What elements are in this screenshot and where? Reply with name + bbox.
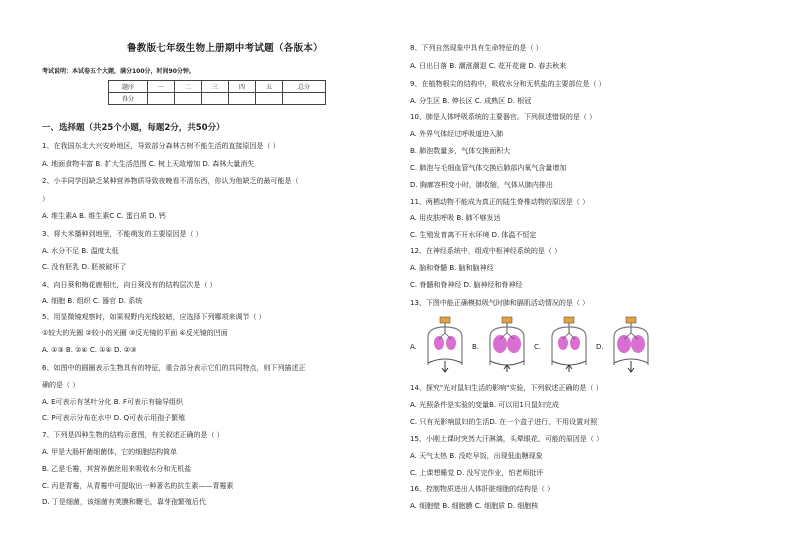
question-line: 9、在植物根尖的结构中，吸收水分和无机盐的主要部位是（ ）: [410, 80, 606, 88]
question-line: 11、两栖动物不能成为真正的陆生脊椎动物的原因是（ ）: [410, 198, 590, 206]
question-line: A. 天气太热 B. 没吃早饭，出现低血糖现象: [410, 452, 543, 460]
score-cell: 四: [229, 81, 256, 93]
question-line: A. 用皮肤呼吸 B. 肺不够发达: [410, 214, 501, 222]
question-line: 8、下列自然现象中具有生命特征的是（ ）: [410, 44, 543, 52]
question-line: 13、下图中能正确模拟吸气时肺和膈肌活动情况的是（ ）: [410, 299, 590, 307]
score-table: [108, 80, 326, 105]
score-cell: 题序: [109, 81, 148, 93]
score-cell: [148, 93, 175, 105]
question-line: A. 细胞 B. 组织 C. 器官 D. 系统: [42, 297, 143, 305]
question-line: 2、小丰同学因缺乏某种营养物质导致夜晚看不清东西，你认为他缺乏的最可能是（: [42, 177, 299, 185]
question-line: C. 脊髓和脊神经 D. 脑神经和脊神经: [410, 281, 523, 289]
question-line: C. 上课想睡觉 D. 没写完作业，怕老师批评: [410, 469, 544, 477]
question-line: 15、小刚上课时突然大汗淋漓，头晕眼花，可能的原因是（ ）: [410, 435, 604, 443]
figure-label: C.: [534, 343, 542, 351]
question-line: C. P可表示分布在水中 D. Q可表示用孢子繁殖: [42, 414, 186, 422]
question-line: A. 甲是大肠杆菌细菌体，它的细胞结构简单: [42, 448, 178, 456]
question-line: B. 乙是毛霉，其营养菌丝用来吸收水分和无机盐: [42, 465, 192, 473]
score-table-score-row: [109, 93, 326, 105]
score-cell: 一: [148, 81, 175, 93]
question-line: C. 没有胚乳 D. 胚被破坏了: [42, 263, 127, 271]
bell-jar-figures: [410, 315, 660, 375]
question-line: 确的是（ ）: [42, 381, 80, 389]
question-line: A. 水分不足 B. 温度太低: [42, 247, 119, 255]
bell-jar-figure-a: [422, 315, 468, 373]
question-line: 3、将大米播种到地里，不能萌发的主要原因是（ ）: [42, 230, 203, 238]
score-cell: 二: [175, 81, 202, 93]
bell-jar-figure-d: [608, 315, 654, 373]
question-line: 12、在神经系统中，组成中枢神经系统的是（ ）: [410, 247, 562, 255]
bell-jar-figure-b: [484, 315, 530, 373]
section-heading: 一、选择题（共25个小题，每题2分，共50分）: [42, 123, 225, 133]
page-title: 鲁教版七年级生物上册期中考试题（各版本）: [126, 43, 323, 54]
question-line: A. 外界气体经过呼吸道进入肺: [410, 130, 504, 138]
question-line: ）: [42, 195, 49, 203]
exam-note: 考试说明：本试卷五个大题，满分100分，时间90分钟。: [42, 68, 195, 75]
question-line: A. 维生素A B. 维生素C C. 蛋白质 D. 钙: [42, 212, 166, 220]
question-line: A. 脑和脊髓 B. 脑和脑神经: [410, 264, 494, 272]
question-line: 6、如图中的圆圈表示生物具有的特征，重合部分表示它们的共同特点，则下列描述正: [42, 364, 306, 372]
figure-label: D.: [596, 343, 604, 351]
question-line: A. 光照条件是实验的变量B. 可以用1只鼠妇完成: [410, 401, 559, 409]
score-cell: 得分: [109, 93, 148, 105]
score-cell: 总分: [283, 81, 326, 93]
score-cell: [229, 93, 256, 105]
figure-label: B.: [472, 343, 480, 351]
score-cell: [175, 93, 202, 105]
question-line: A. ①③ B. ②④ C. ①④ D. ②③: [42, 346, 137, 354]
bell-jar-figure-c: [546, 315, 592, 373]
question-line: A. 细胞壁 B. 细胞膜 C. 细胞质 D. 细胞核: [410, 502, 539, 510]
question-line: 7、下列是四种生物的结构示意图，有关叙述正确的是（ ）: [42, 431, 224, 439]
question-line: ①较大的光圈 ②较小的光圈 ③反光镜的平面 ④反光镜的凹面: [42, 329, 228, 337]
question-line: 5、用显微镜观察时，如果视野内光线较暗，应选择下列哪项来调节（ ）: [42, 313, 266, 321]
question-line: C. 只有光影响鼠妇的生活D. 在一个盒子进行，不用设置对照: [410, 418, 598, 426]
score-cell: 五: [256, 81, 283, 93]
question-line: A. 日出日落 B. 潮涨潮退 C. 花开花谢 D. 春去秋来: [410, 62, 567, 70]
score-cell: [283, 93, 326, 105]
question-line: C. 丙是青霉，从青霉中可提取出一种著名的抗生素——青霉素: [42, 482, 234, 490]
question-line: A. E可表示有茎叶分化 B. F可表示有输导组织: [42, 398, 184, 406]
question-line: 16、控制物质进出人体肝脏细胞的结构是（ ）: [410, 485, 555, 493]
question-line: A. 分生区 B. 伸长区 C. 成熟区 D. 根冠: [410, 97, 532, 105]
question-line: 4、向日葵和梅花鹿相比，向日葵没有的结构层次是（ ）: [42, 281, 217, 289]
question-line: 1、在我国东北大兴安岭地区，导致部分森林古树不能生活的直接原因是（ ）: [42, 142, 280, 150]
question-line: 10、肺是人体呼吸系统的主要器官。下列叙述错误的是（ ）: [410, 113, 597, 121]
question-line: 14、探究"光对鼠妇生活的影响"实验，下列叙述正确的是（ ）: [410, 384, 603, 392]
question-line: C. 肺泡与毛细血管气体交换后肺部内氧气含量增加: [410, 164, 567, 172]
score-cell: [256, 93, 283, 105]
question-line: A. 地面食物丰富 B. 扩大生活范围 C. 树上天敌增加 D. 森林大量消失: [42, 160, 255, 168]
question-line: C. 生殖发育离不开水环境 D. 体温不恒定: [410, 231, 537, 239]
figure-label: A.: [410, 343, 417, 351]
question-line: B. 肺泡数量多，气体交换面积大: [410, 147, 511, 155]
score-cell: [202, 93, 229, 105]
question-line: D. 胸廓容积变小时，肺收缩，气体从肺内排出: [410, 181, 553, 189]
score-table-header-row: [109, 81, 326, 93]
score-cell: 三: [202, 81, 229, 93]
question-line: D. 丁是细菌，该细菌有荚膜和鞭毛，靠芽孢繁殖后代: [42, 498, 206, 506]
